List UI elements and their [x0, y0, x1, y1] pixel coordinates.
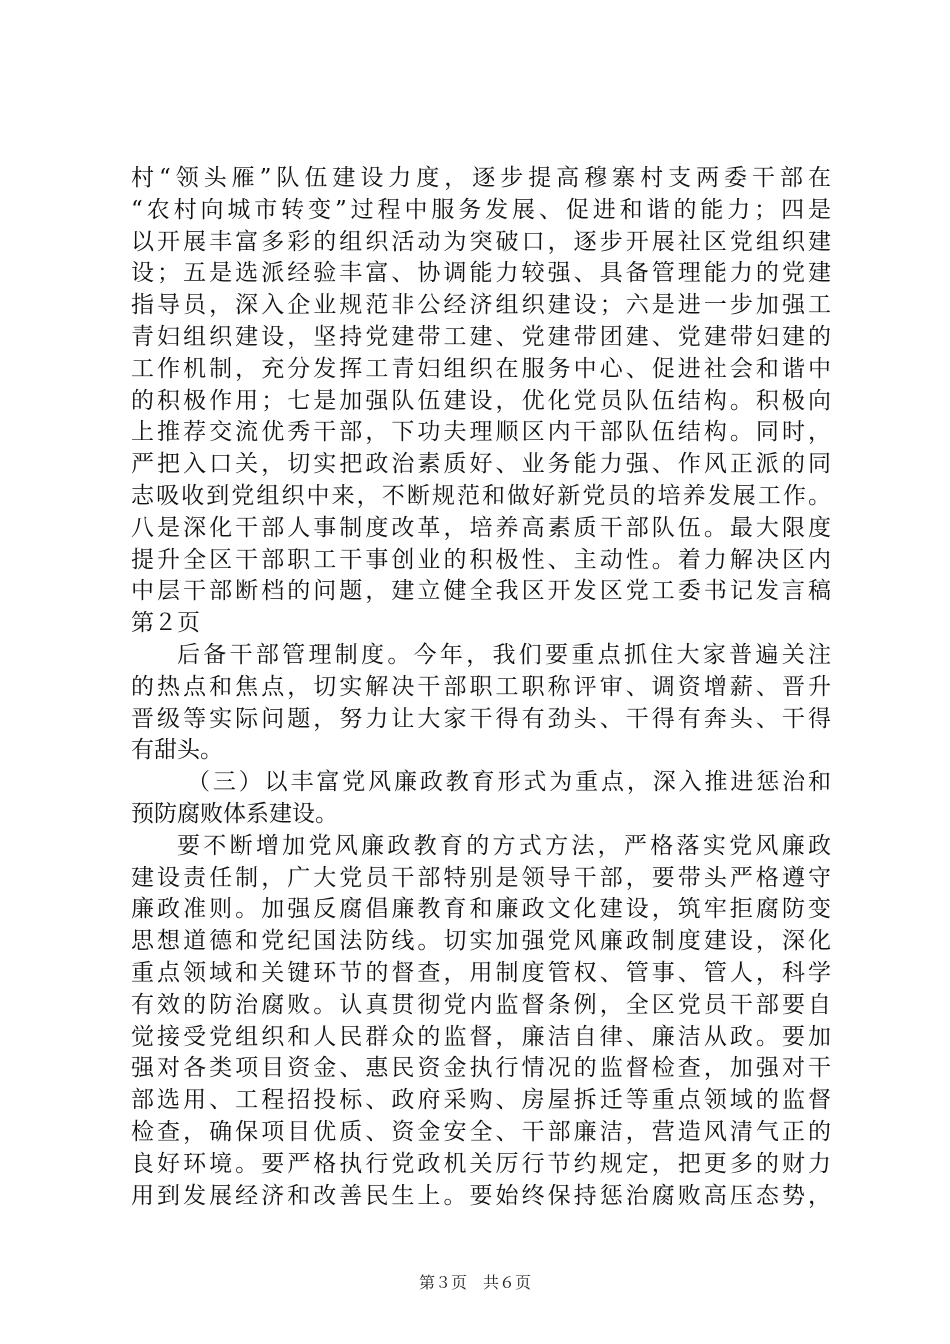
text-line: 青妇组织建设，坚持党建带工建、党建带团建、党建带妇建的 [131, 323, 831, 350]
text-line: 指导员，深入企业规范非公经济组织建设；六是进一步加强工 [131, 292, 831, 319]
text-line: （三）以丰富党风廉政教育形式为重点，深入推进惩治和 [187, 769, 831, 796]
paragraph-1 [131, 163, 831, 640]
text-line: 村“领头雁”队伍建设力度，逐步提高穆寨村支两委干部在 [131, 165, 831, 191]
text-line: 志吸收到党组织中来，不断规范和做好新党员的培养发展工作。 [131, 482, 831, 509]
text-line: 检查，确保项目优质、资金安全、干部廉洁，营造风清气正的 [131, 1118, 831, 1145]
text-line: 提升全区干部职工干事创业的积极性、主动性。着力解决区内 [131, 546, 831, 573]
text-line: 晋级等实际问题，努力让大家干得有劲头、干得有奔头、干得 [131, 705, 831, 732]
text-line: 觉接受党组织和人民群众的监督，廉洁自律、廉洁从政。要加 [131, 1023, 831, 1050]
text-line: 思想道德和党纪国法防线。切实加强党风廉政制度建设，深化 [131, 928, 831, 955]
text-line: 以开展丰富多彩的组织活动为突破口，逐步开展社区党组织建 [131, 228, 831, 255]
page-footer: 第３页 共６页 [418, 1273, 531, 1292]
section-heading [131, 767, 831, 831]
text-line: 部选用、工程招投标、政府采购、房屋拆迁等重点领域的监督 [131, 1087, 831, 1114]
text-line: 廉政准则。加强反腐倡廉教育和廉政文化建设，筑牢拒腐防变 [131, 896, 831, 923]
text-line: 后备干部管理制度。今年，我们要重点抓住大家普遍关注 [177, 641, 831, 668]
paragraph-2 [131, 640, 831, 767]
text-line: 建设责任制，广大党员干部特别是领导干部，要带头严格遵守 [131, 864, 831, 891]
text-line: 要不断增加党风廉政教育的方式方法，严格落实党风廉政 [177, 832, 831, 859]
paragraph-3 [131, 831, 831, 1213]
text-line: 工作机制，充分发挥工青妇组织在服务中心、促进社会和谐中 [131, 355, 831, 382]
text-line: “农村向城市转变”过程中服务发展、促进和谐的能力；四是 [131, 196, 831, 223]
text-line: 第２页 [131, 610, 200, 637]
text-line: 设；五是选派经验丰富、协调能力较强、具备管理能力的党建 [131, 260, 831, 287]
text-line: 八是深化干部人事制度改革，培养高素质干部队伍。最大限度 [131, 514, 831, 541]
text-line: 中层干部断档的问题，建立健全我区开发区党工委书记发言稿 [131, 578, 831, 605]
text-line: 用到发展经济和改善民生上。要始终保持惩治腐败高压态势， [131, 1182, 831, 1209]
text-line: 有效的防治腐败。认真贯彻党内监督条例，全区党员干部要自 [131, 991, 831, 1018]
text-line: 的热点和焦点，切实解决干部职工职称评审、调资增薪、晋升 [131, 673, 831, 700]
text-line: 强对各类项目资金、惠民资金执行情况的监督检查，加强对干 [131, 1055, 831, 1082]
text-line: 上推荐交流优秀干部，下功夫理顺区内干部队伍结构。同时， [131, 419, 831, 446]
text-line: 的积极作用；七是加强队伍建设，优化党员队伍结构。积极向 [131, 387, 831, 414]
text-line: 预防腐败体系建设。 [131, 800, 338, 827]
document-body [131, 163, 831, 1212]
text-line: 良好环境。要严格执行党政机关厉行节约规定，把更多的财力 [131, 1150, 831, 1177]
text-line: 重点领域和关键环节的督查，用制度管权、管事、管人，科学 [131, 959, 831, 986]
text-line: 严把入口关，切实把政治素质好、业务能力强、作风正派的同 [131, 451, 831, 478]
text-line: 有甜头。 [131, 737, 223, 764]
